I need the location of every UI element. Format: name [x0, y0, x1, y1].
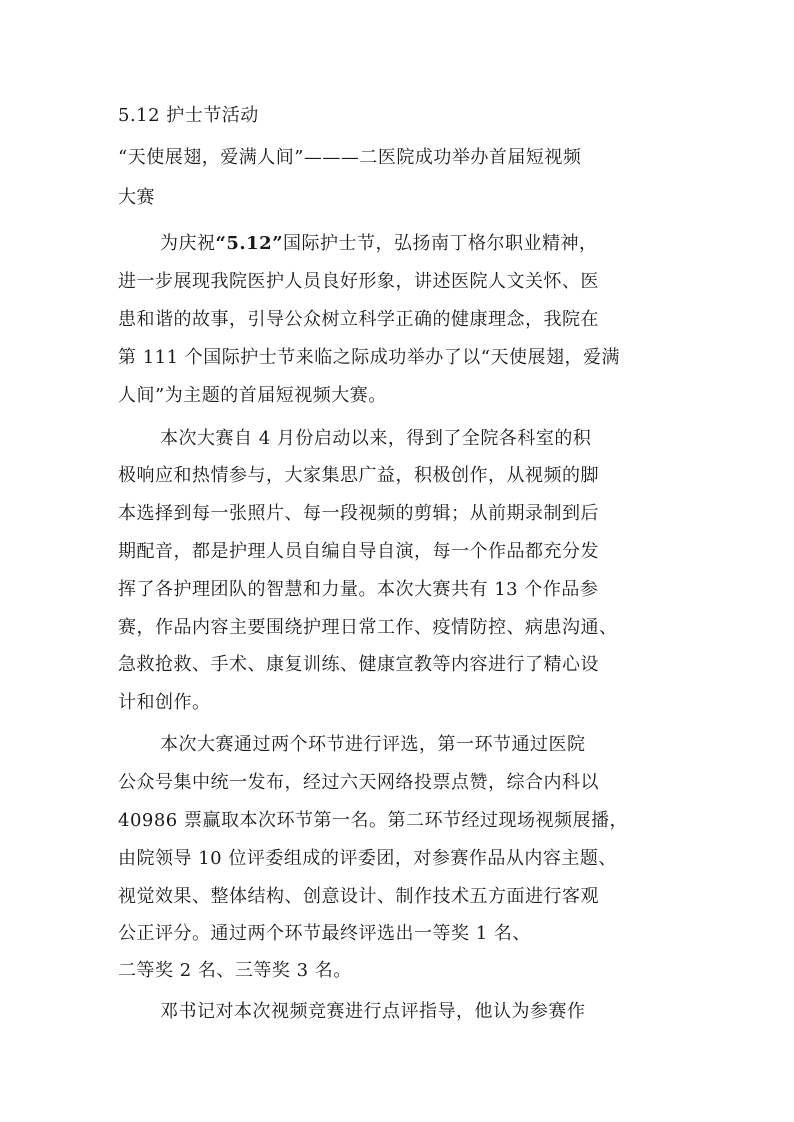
- paragraph-3-line-3: 40986 票赢取本次环节第一名。第二环节经过现场视频展播，: [118, 810, 628, 831]
- paragraph-3-line-5: 视觉效果、整体结构、创意设计、制作技术五方面进行客观: [118, 886, 599, 907]
- paragraph-1-line-4: 第 111 个国际护士节来临之际成功举办了以“天使展翅，爱满: [118, 347, 620, 368]
- document-heading: 5.12 护士节活动: [118, 105, 259, 126]
- paragraph-2-line-4: 期配音，都是护理人员自编自导自演，每一个作品都充分发: [118, 541, 599, 562]
- paragraph-3-line-4: 由院领导 10 位评委组成的评委团，对参赛作品从内容主题、: [118, 848, 617, 869]
- paragraph-2-line-6: 赛，作品内容主要围绕护理日常工作、疫情防控、病患沟通、: [118, 617, 618, 638]
- paragraph-1-line-5: 人间”为主题的首届短视频大赛。: [118, 385, 387, 406]
- paragraph-3-line-7: 二等奖 2 名、三等奖 3 名。: [118, 960, 352, 981]
- document-title-line-2: 大赛: [118, 187, 155, 208]
- paragraph-3-line-2: 公众号集中统一发布，经过六天网络投票点赞，综合内科以: [118, 772, 599, 793]
- paragraph-1-line-1: [160, 232, 598, 256]
- paragraph-1-line-1-pre: 为庆祝: [160, 233, 216, 254]
- paragraph-2-line-2: 极响应和热情参与，大家集思广益，积极创作，从视频的脚: [118, 465, 599, 486]
- paragraph-1-line-1-post: 国际护士节，弘扬南丁格尔职业精神，: [283, 233, 598, 254]
- document-title-line-1: “天使展翅，爱满人间”———二医院成功举办首届短视频: [118, 147, 582, 168]
- paragraph-4-line-1: 邓书记对本次视频竞赛进行点评指导，他认为参赛作: [160, 1001, 586, 1022]
- paragraph-1-line-3: 患和谐的故事，引导公众树立科学正确的健康理念，我院在: [118, 309, 599, 330]
- paragraph-2-line-1: 本次大赛自 4 月份启动以来，得到了全院各科室的积: [160, 428, 592, 449]
- paragraph-2-line-5: 挥了各护理团队的智慧和力量。本次大赛共有 13 个作品参: [118, 579, 599, 600]
- paragraph-3-line-1: 本次大赛通过两个环节进行评选，第一环节通过医院: [160, 734, 586, 755]
- paragraph-1-line-2: 进一步展现我院医护人员良好形象，讲述医院人文关怀、医: [118, 271, 599, 292]
- paragraph-2-line-8: 计和创作。: [118, 692, 211, 713]
- paragraph-2-line-7: 急救抢救、手术、康复训练、健康宣教等内容进行了精心设: [118, 654, 599, 675]
- paragraph-3-line-6: 公正评分。通过两个环节最终评选出一等奖 1 名、: [118, 923, 531, 944]
- paragraph-1-line-1-bold: “5.12”: [215, 233, 284, 254]
- paragraph-2-line-3: 本选择到每一张照片、每一段视频的剪辑；从前期录制到后: [118, 503, 599, 524]
